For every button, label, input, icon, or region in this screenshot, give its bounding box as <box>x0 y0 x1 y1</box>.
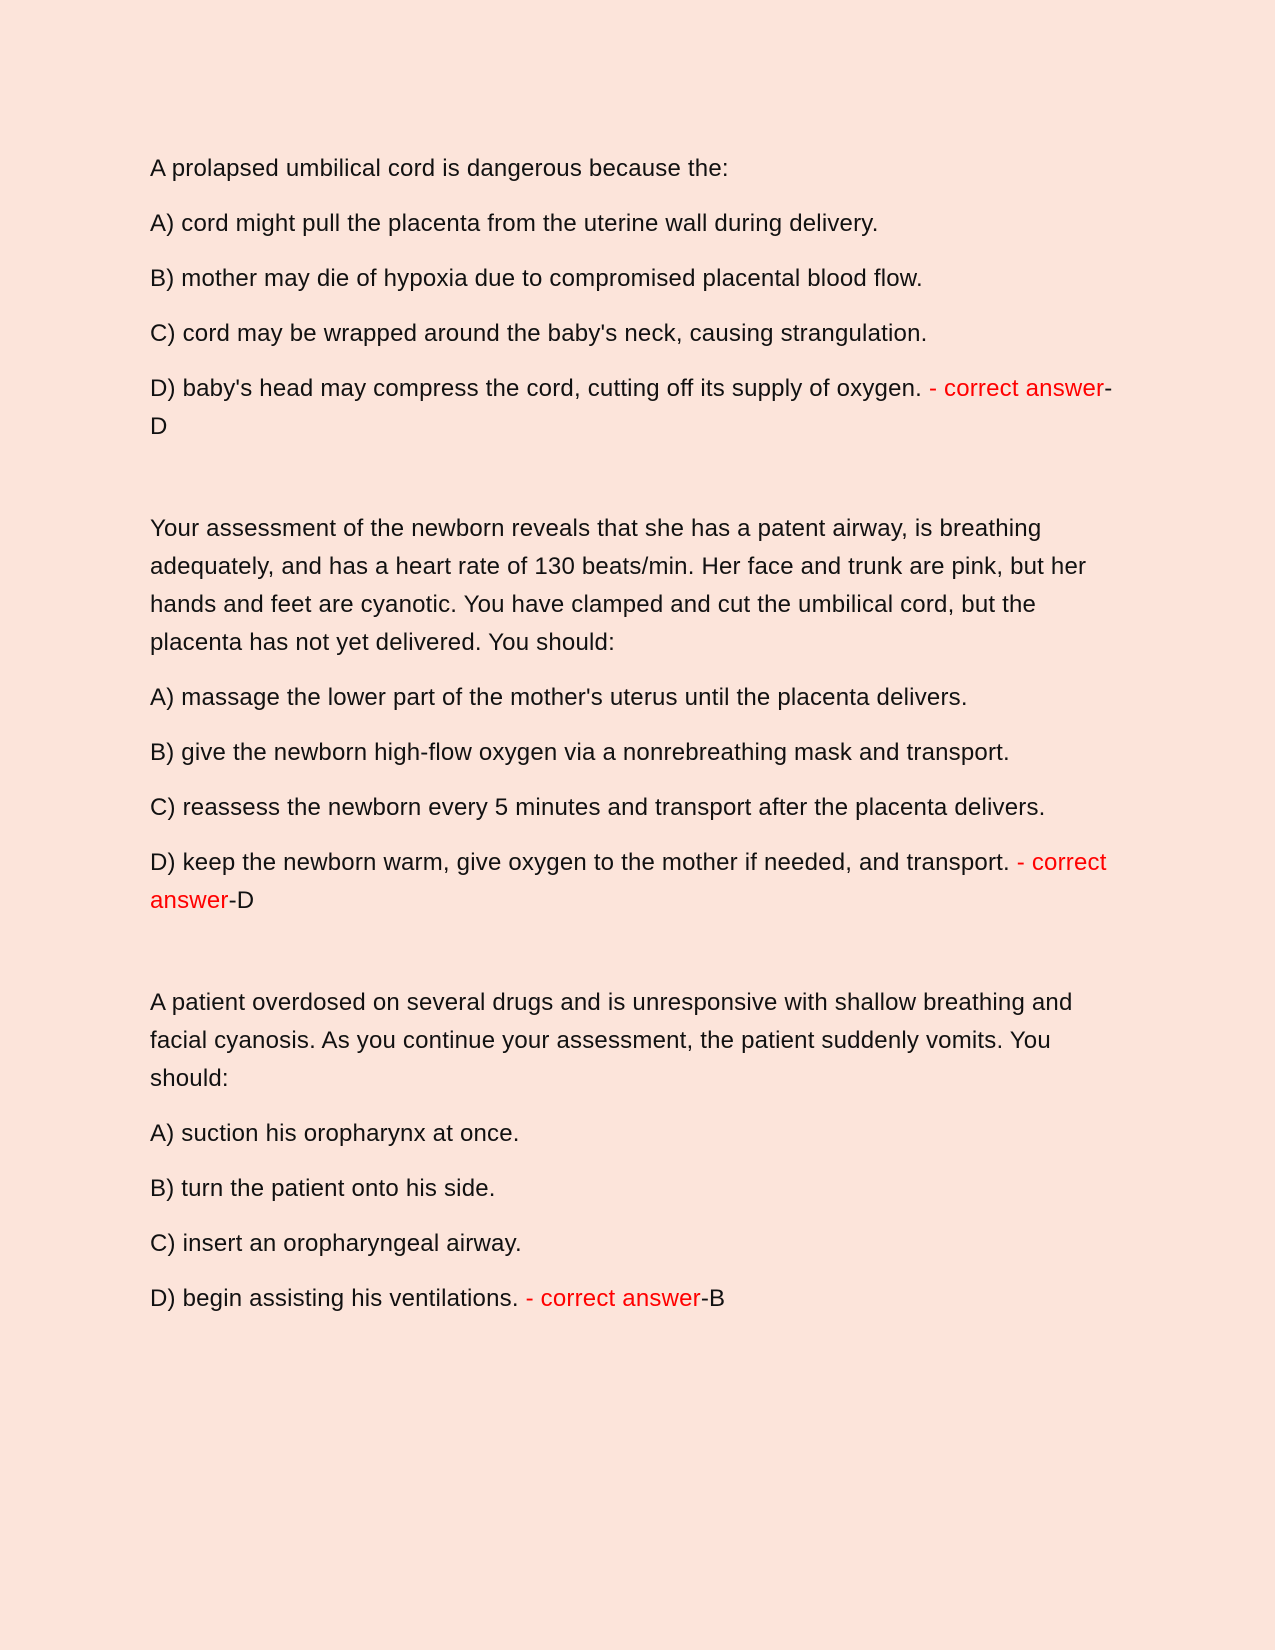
correct-answer-value: -B <box>700 1285 726 1312</box>
correct-answer-label: - correct answer <box>150 849 1107 914</box>
question-stem: A prolapsed umbilical cord is dangerous because the: <box>150 155 729 182</box>
option-d: D) keep the newborn warm, give oxygen to the mother if needed, and transport. <box>150 849 1010 876</box>
option-d: D) begin assisting his ventilations. <box>150 1285 519 1312</box>
question-stem: A patient overdosed on several drugs and is unresponsive with shallow breathing and facial cyanosis. As you continue your assessment, the patient suddenly vomits. You should: <box>150 989 1073 1092</box>
option-d-with-answer <box>150 370 1125 446</box>
option-d-with-answer <box>150 844 1125 920</box>
option-c: C) reassess the newborn every 5 minutes and transport after the placenta delivers. <box>150 794 1046 821</box>
option-b: B) turn the patient onto his side. <box>150 1175 496 1202</box>
correct-answer-value: -D <box>228 887 255 914</box>
option-d-with-answer <box>150 1280 1125 1318</box>
question-1 <box>150 150 1125 446</box>
option-d: D) baby's head may compress the cord, cutting off its supply of oxygen. <box>150 375 923 402</box>
option-a: A) suction his oropharynx at once. <box>150 1120 520 1147</box>
question-3 <box>150 984 1125 1318</box>
correct-answer-label: - correct answer <box>928 375 1105 402</box>
option-a: A) cord might pull the placenta from the uterine wall during delivery. <box>150 210 879 237</box>
correct-answer-label: - correct answer <box>525 1285 701 1312</box>
option-a: A) massage the lower part of the mother's uterus until the placenta delivers. <box>150 684 968 711</box>
question-2 <box>150 510 1125 920</box>
option-c: C) cord may be wrapped around the baby's neck, causing strangulation. <box>150 320 928 347</box>
option-c: C) insert an oropharyngeal airway. <box>150 1230 522 1257</box>
question-stem: Your assessment of the newborn reveals that she has a patent airway, is breathing adequately, and has a heart rate of 130 beats/min. Her face and trunk are pink, but her hands and feet are cyanotic. You have clamped and cut the umbilical cord, but the placenta has not yet delivered. You should: <box>150 515 1087 656</box>
correct-answer-value: -D <box>150 375 1113 440</box>
option-b: B) give the newborn high-flow oxygen via a nonrebreathing mask and transport. <box>150 739 1010 766</box>
option-b: B) mother may die of hypoxia due to compromised placental blood flow. <box>150 265 923 292</box>
